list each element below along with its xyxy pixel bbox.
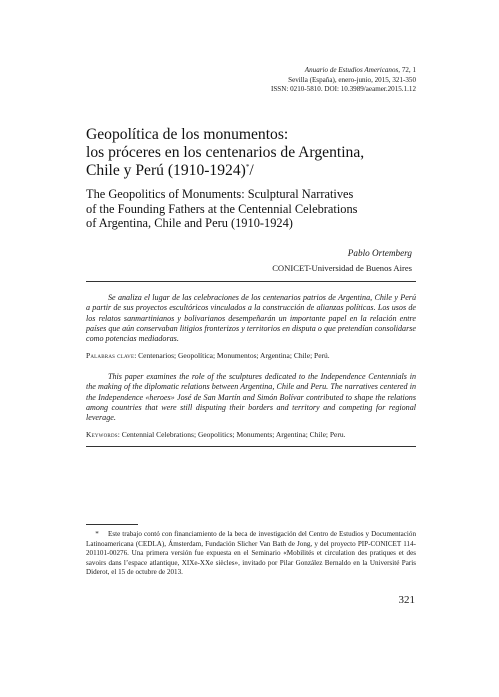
keywords-english xyxy=(86,430,416,440)
journal-location-line: Sevilla (España), enero-junio, 2015, 321-350 xyxy=(288,75,416,84)
footnote-text: Este trabajo contó con financiamiento de la beca de investigación del Centro de Estudios y Documentación Latinoamericana (CEDLA), Ámsterdam, Fundación Slicher Van Bath de Jong, y del proyecto PIP-CONICET 114-201101-00276. Una primera versión fue expuesta en el Seminario «Mobilités et circulation des pratiques et des savoirs dans l’espace atlantique, XIXe-XXe siècles», invitado por Pilar González Bernaldo en la Université Paris Diderot, el 15 de octubre de 2013. xyxy=(86,530,416,577)
footnote xyxy=(86,530,416,578)
keywords-spanish xyxy=(86,351,416,361)
abstract-bottom-rule xyxy=(86,446,416,447)
abstract-spanish: Se analiza el lugar de las celebraciones de los centenarios patrios de Argentina, Chile y Perú a partir de sus proyectos escultóricos vinculados a la construcción de alianzas políticas. Los usos de los relatos sanmartinianos y bolivarianos desempeñarán un importante papel en la relación entre países que aún conservaban litigios fronterizos y territorios en disputa o que pretendían consolidarse como potencias mediadoras. xyxy=(86,293,416,344)
journal-citation-line xyxy=(116,66,416,76)
author-affiliation: CONICET-Universidad de Buenos Aires xyxy=(272,263,412,273)
title-es-line-2: los próceres en los centenarios de Argentina, xyxy=(86,143,365,161)
title-spanish xyxy=(86,126,426,179)
title-en-line-3: of Argentina, Chile and Peru (1910-1924) xyxy=(86,216,293,231)
keywords-es-text: : Centenarios; Geopolítica; Monumentos; Argentina; Chile; Perú. xyxy=(134,351,330,360)
abstract-english: This paper examines the role of the sculptures dedicated to the Independence Centennials in the making of the diplomatic relations between Argentina, Chile and Peru. The narratives centered in the Independence «heroes» José de San Martín and Simón Bolívar contributed to shape the relations among countries that were still disputing their borders and territory and competing for regional leverage. xyxy=(86,372,416,423)
title-es-line-1: Geopolítica de los monumentos: xyxy=(86,126,289,143)
title-es-line-3 xyxy=(86,162,426,180)
title-english xyxy=(86,187,426,231)
title-es-tail: / xyxy=(249,161,254,179)
keywords-en-label: Keywords xyxy=(86,430,118,439)
keywords-en-text: : Centennial Celebrations; Geopolitics; Monuments; Argentina; Chile; Peru. xyxy=(117,430,346,439)
title-footnote-mark: * xyxy=(245,162,250,171)
footnote-mark: * xyxy=(95,530,99,538)
journal-volume: , 72, 1 xyxy=(398,66,416,74)
page-number: 321 xyxy=(398,594,415,606)
journal-header xyxy=(116,66,416,95)
author-name: Pablo Ortemberg xyxy=(347,248,412,258)
journal-name: Anuario de Estudios Americanos xyxy=(304,66,399,74)
title-es-line-3-text: Chile y Perú (1910-1924) xyxy=(86,161,246,179)
title-en-line-2: of the Founding Fathers at the Centennial Celebrations xyxy=(86,201,358,216)
abstract-top-rule xyxy=(86,281,416,282)
title-en-line-1: The Geopolitics of Monuments: Sculptural Narratives xyxy=(86,187,354,201)
footnote-rule xyxy=(86,524,138,525)
journal-issn-line: ISSN: 0210-5810. DOI: 10.3989/aeamer.2015.1.12 xyxy=(270,85,416,94)
keywords-es-label: Palabras clave xyxy=(86,351,135,360)
